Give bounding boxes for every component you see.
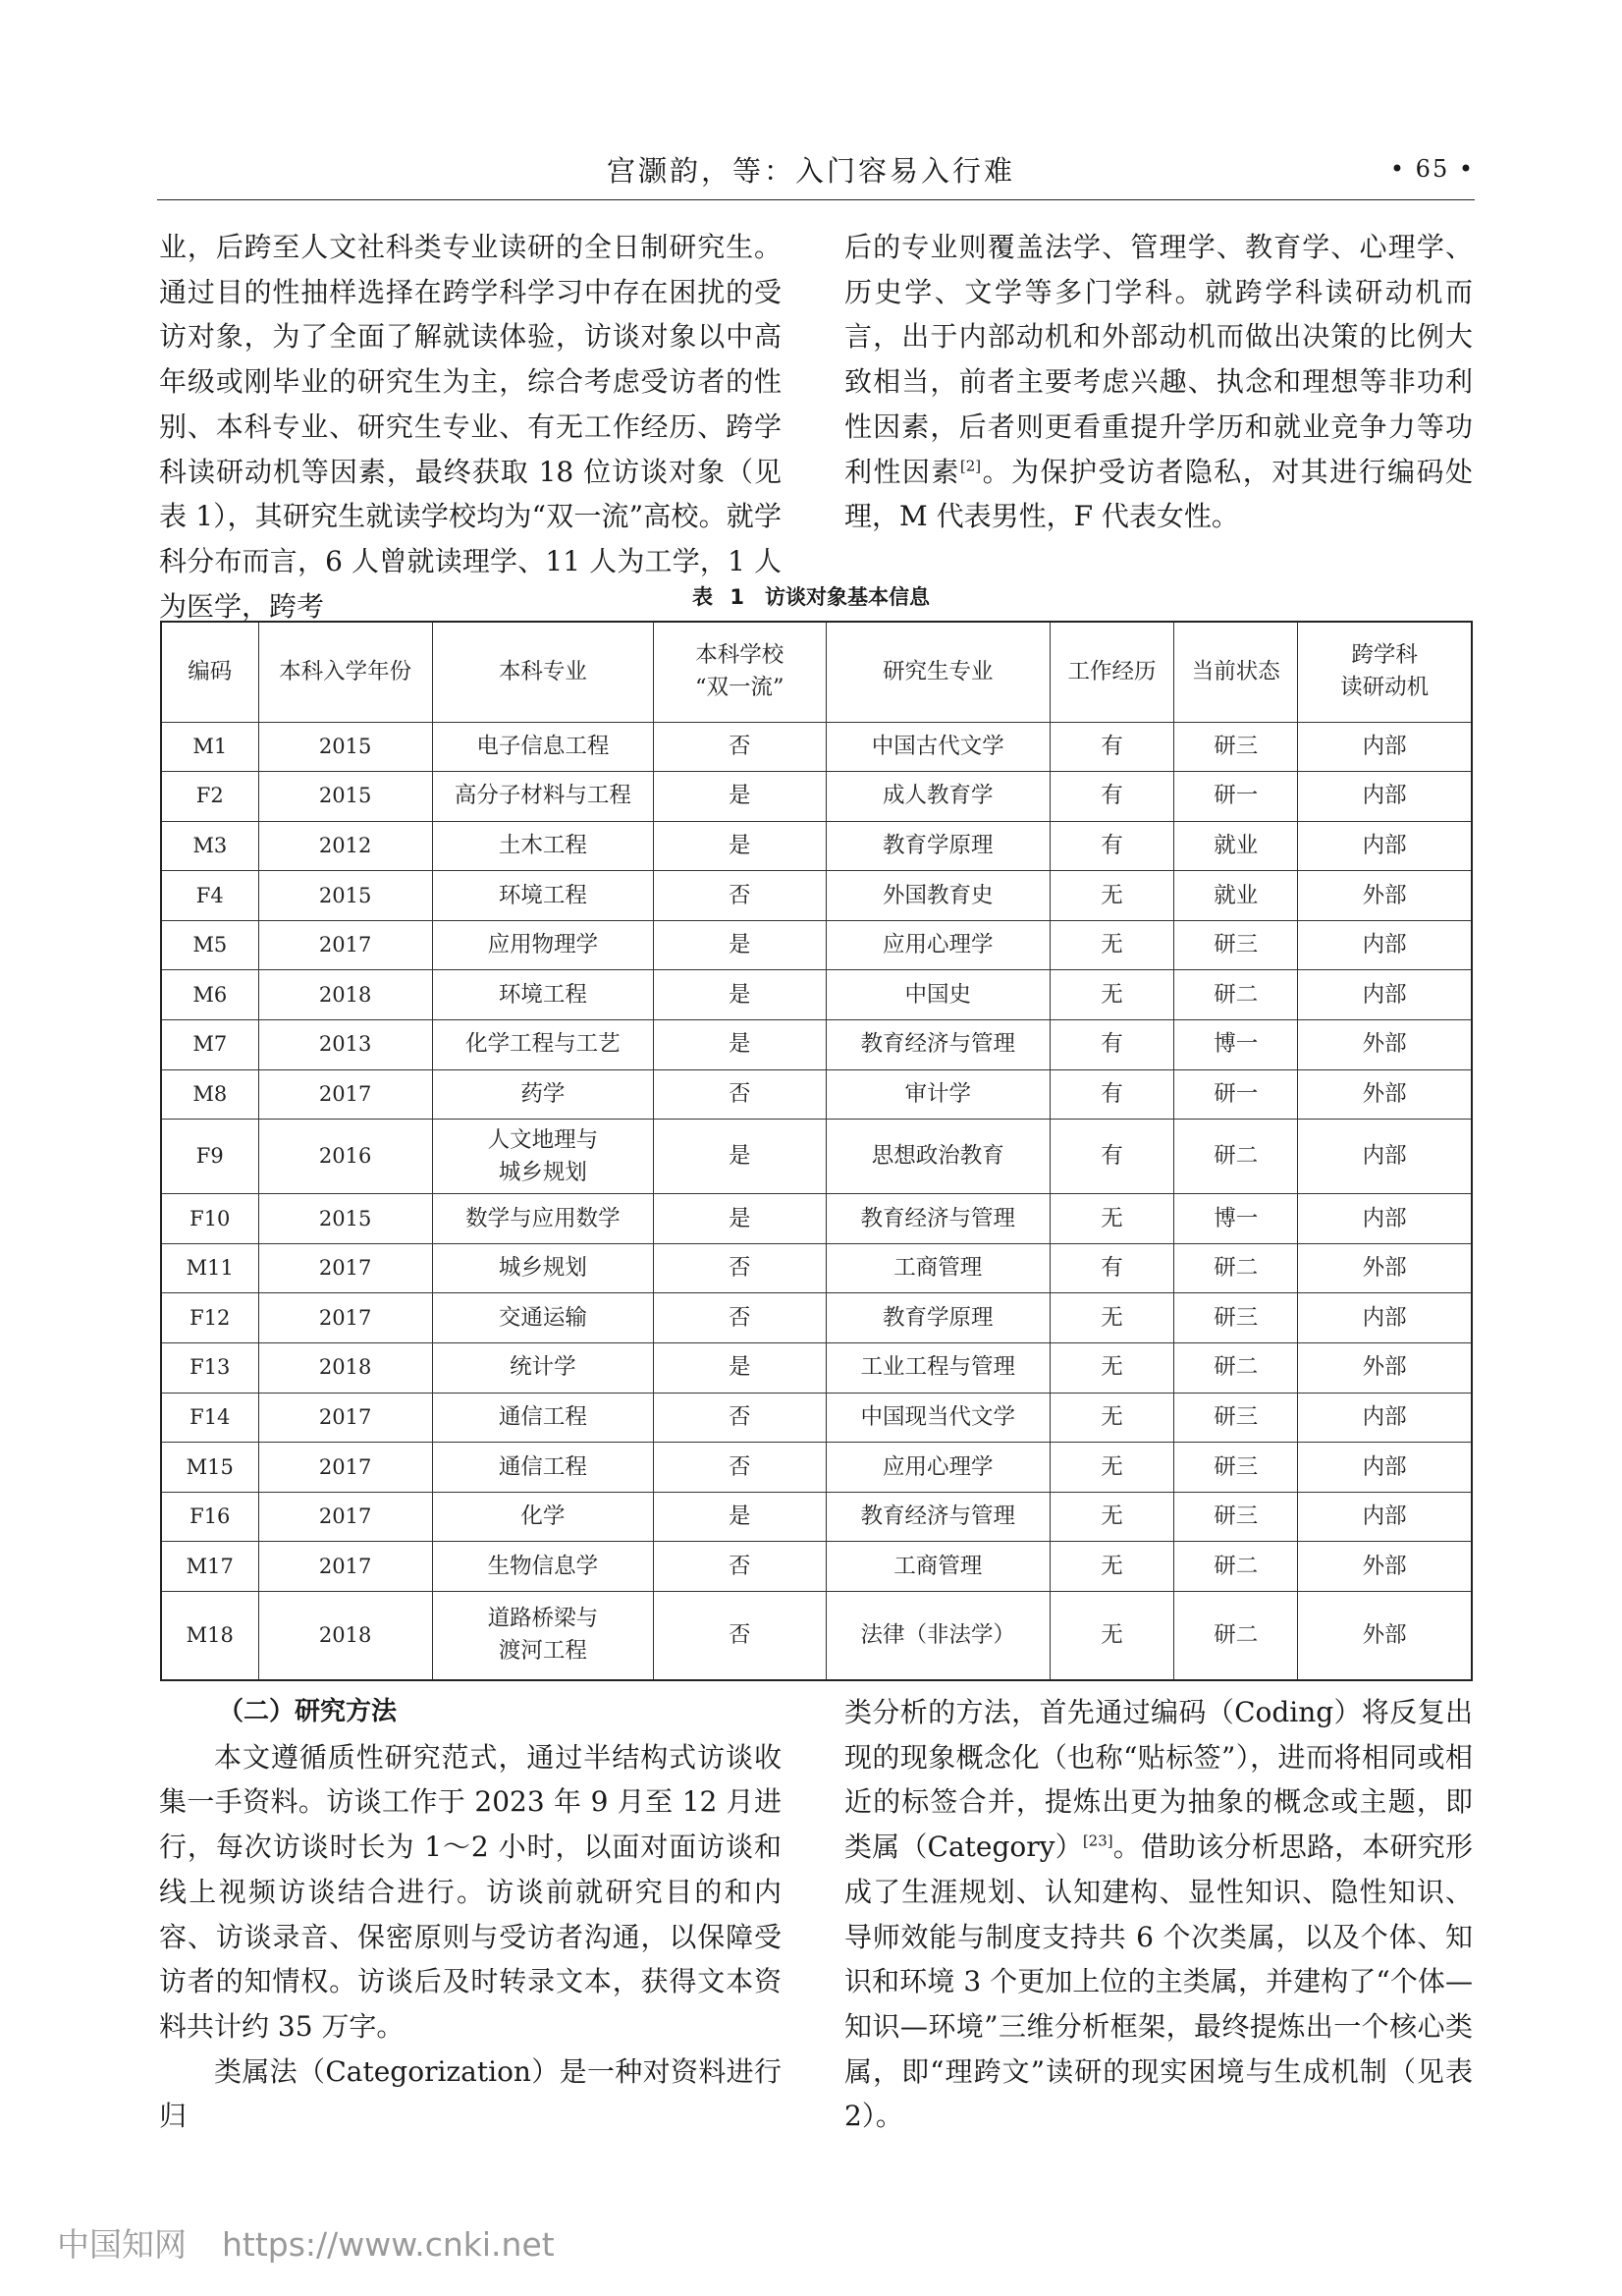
citation-ref[interactable]: [23]: [1082, 1831, 1113, 1850]
table-cell-enroll-year: 2015: [258, 722, 432, 772]
table-cell-work-experience: 有: [1050, 1020, 1173, 1070]
paragraph: [844, 225, 1473, 539]
table-cell-double-first-class: 否: [653, 1443, 826, 1493]
table-header-current-status: 当前状态: [1174, 622, 1298, 722]
interviewee-table: [160, 621, 1473, 1681]
table-cell-grad-major: 中国史: [826, 970, 1050, 1020]
table-cell-work-experience: 无: [1050, 1343, 1173, 1394]
body-column-top-right: [844, 225, 1473, 539]
table-cell-current-status: 研三: [1174, 722, 1298, 772]
table-cell-code: M1: [161, 722, 258, 772]
table-cell-motivation: 外部: [1298, 1020, 1472, 1070]
table-cell-work-experience: 无: [1050, 871, 1173, 921]
table-cell-code: M11: [161, 1243, 258, 1293]
table-row: [161, 1020, 1472, 1070]
table-cell-undergrad-major: 统计学: [432, 1343, 653, 1394]
table-cell-motivation: 内部: [1298, 1120, 1472, 1194]
table-cell-motivation: 内部: [1298, 1443, 1472, 1493]
table-cell-motivation: 内部: [1298, 970, 1472, 1020]
table-cell-code: M5: [161, 920, 258, 970]
table-caption: 表 1 访谈对象基本信息: [692, 585, 930, 609]
table-cell-double-first-class: 是: [653, 920, 826, 970]
table-cell-work-experience: 无: [1050, 970, 1173, 1020]
table-cell-enroll-year: 2017: [258, 1443, 432, 1493]
table-cell-current-status: 研三: [1174, 1492, 1298, 1542]
body-column-bottom-left: [159, 1690, 782, 2139]
table-cell-double-first-class: 是: [653, 772, 826, 822]
table-row: [161, 1069, 1472, 1120]
table-cell-undergrad-major: 人文地理与 城乡规划: [432, 1120, 653, 1194]
table-cell-undergrad-major: 药学: [432, 1069, 653, 1120]
table-cell-work-experience: 无: [1050, 1194, 1173, 1244]
table-cell-undergrad-major: 电子信息工程: [432, 722, 653, 772]
table-cell-work-experience: 无: [1050, 1592, 1173, 1680]
table-cell-enroll-year: 2015: [258, 1194, 432, 1244]
table-cell-current-status: 就业: [1174, 821, 1298, 871]
table-cell-undergrad-major: 土木工程: [432, 821, 653, 871]
table-cell-undergrad-major: 交通运输: [432, 1293, 653, 1343]
table-cell-code: M6: [161, 970, 258, 1020]
paragraph-text: 。借助该分析思路，本研究形成了生涯规划、认知建构、显性知识、隐性知识、导师效能与制度支持共 6 个次类属，以及个体、知识和环境 3 个更加上位的主类属，并建构了“个体—知识—环境”三维分析框架，最终提炼出一个核心类属，即“理跨文”读研的现实困境与生成机制（见表 2）。: [844, 1831, 1473, 2133]
table-cell-enroll-year: 2017: [258, 1243, 432, 1293]
table-cell-code: M8: [161, 1069, 258, 1120]
table-cell-motivation: 内部: [1298, 821, 1472, 871]
table-row: [161, 871, 1472, 921]
citation-ref[interactable]: [2]: [959, 457, 982, 475]
table-cell-double-first-class: 是: [653, 1343, 826, 1394]
table-cell-double-first-class: 是: [653, 1120, 826, 1194]
table-cell-code: M3: [161, 821, 258, 871]
table-cell-motivation: 内部: [1298, 1492, 1472, 1542]
table-cell-code: M17: [161, 1542, 258, 1592]
table-cell-work-experience: 有: [1050, 1243, 1173, 1293]
body-column-top-left: [159, 225, 782, 629]
table-cell-work-experience: 有: [1050, 772, 1173, 822]
table-cell-grad-major: 工业工程与管理: [826, 1343, 1050, 1394]
paragraph-text: 类分析的方法，首先通过编码（Coding）将反复出现的现象概念化（也称“贴标签”），进而将相同或相近的标签合并，提炼出更为抽象的概念或主题，即类属（Category）: [844, 1696, 1473, 1864]
table-cell-grad-major: 工商管理: [826, 1243, 1050, 1293]
table-row: [161, 1393, 1472, 1443]
table-cell-grad-major: 教育经济与管理: [826, 1492, 1050, 1542]
table-row: [161, 970, 1472, 1020]
table-cell-double-first-class: 否: [653, 1293, 826, 1343]
table-row: [161, 821, 1472, 871]
table-row: [161, 772, 1472, 822]
table-cell-grad-major: 成人教育学: [826, 772, 1050, 822]
paragraph: 类属法（Categorization）是一种对资料进行归: [159, 2054, 782, 2133]
table-cell-work-experience: 有: [1050, 722, 1173, 772]
table-cell-current-status: 研二: [1174, 1243, 1298, 1293]
table-header-grad-major: 研究生专业: [826, 622, 1050, 722]
table-cell-motivation: 内部: [1298, 1293, 1472, 1343]
table-cell-work-experience: 有: [1050, 821, 1173, 871]
table-cell-current-status: 研二: [1174, 1542, 1298, 1592]
table-cell-double-first-class: 否: [653, 871, 826, 921]
table-cell-grad-major: 外国教育史: [826, 871, 1050, 921]
table-cell-undergrad-major: 环境工程: [432, 871, 653, 921]
table-cell-undergrad-major: 数学与应用数学: [432, 1194, 653, 1244]
table-cell-enroll-year: 2017: [258, 1069, 432, 1120]
table-cell-enroll-year: 2018: [258, 1592, 432, 1680]
paragraph: 本文遵循质性研究范式，通过半结构式访谈收集一手资料。访谈工作于 2023 年 9 月至 12 月进行，每次访谈时长为 1～2 小时，以面对面访谈和线上视频访谈结合进行。访谈前就研究目的和内容、访谈录音、保密原则与受访者沟通，以保障受访者的知情权。访谈后及时转录文本，获得文本资料共计约 35 万字。: [159, 1740, 782, 2043]
table-cell-enroll-year: 2018: [258, 970, 432, 1020]
table-cell-code: M7: [161, 1020, 258, 1070]
table-cell-code: M18: [161, 1592, 258, 1680]
table-cell-double-first-class: 是: [653, 1492, 826, 1542]
table-cell-double-first-class: 是: [653, 1020, 826, 1070]
table-cell-motivation: 内部: [1298, 920, 1472, 970]
table-row: [161, 1293, 1472, 1343]
table-row: [161, 1492, 1472, 1542]
table-cell-grad-major: 教育学原理: [826, 821, 1050, 871]
table-header-work-experience: 工作经历: [1050, 622, 1173, 722]
table-cell-motivation: 内部: [1298, 772, 1472, 822]
table-cell-grad-major: 教育经济与管理: [826, 1020, 1050, 1070]
table-cell-undergrad-major: 道路桥梁与 渡河工程: [432, 1592, 653, 1680]
table-cell-work-experience: 无: [1050, 1393, 1173, 1443]
table-row: [161, 1443, 1472, 1493]
table-cell-enroll-year: 2015: [258, 772, 432, 822]
table-cell-undergrad-major: 化学工程与工艺: [432, 1020, 653, 1070]
table-cell-current-status: 研一: [1174, 772, 1298, 822]
table-cell-work-experience: 无: [1050, 1492, 1173, 1542]
table-row: [161, 722, 1472, 772]
table-cell-enroll-year: 2017: [258, 1492, 432, 1542]
header-rule: [157, 199, 1475, 200]
table-cell-double-first-class: 否: [653, 1542, 826, 1592]
table-cell-current-status: 研二: [1174, 1343, 1298, 1394]
table-cell-undergrad-major: 应用物理学: [432, 920, 653, 970]
table-cell-code: F12: [161, 1293, 258, 1343]
table-cell-undergrad-major: 生物信息学: [432, 1542, 653, 1592]
table-cell-motivation: 外部: [1298, 1343, 1472, 1394]
table-cell-current-status: 研二: [1174, 970, 1298, 1020]
table-cell-enroll-year: 2013: [258, 1020, 432, 1070]
body-column-bottom-right: [844, 1690, 1473, 2139]
table-cell-double-first-class: 否: [653, 1393, 826, 1443]
table-cell-undergrad-major: 环境工程: [432, 970, 653, 1020]
paragraph-text: 后的专业则覆盖法学、管理学、教育学、心理学、历史学、文学等多门学科。就跨学科读研动机而言，出于内部动机和外部动机而做出决策的比例大致相当，前者主要考虑兴趣、执念和理想等非功利性因素，后者则更看重提升学历和就业竞争力等功利性因素: [844, 231, 1473, 488]
table-cell-grad-major: 中国古代文学: [826, 722, 1050, 772]
table-header-enroll-year: 本科入学年份: [258, 622, 432, 722]
table-cell-enroll-year: 2018: [258, 1343, 432, 1394]
table-cell-code: F2: [161, 772, 258, 822]
table-cell-motivation: 外部: [1298, 1542, 1472, 1592]
table-cell-current-status: 博一: [1174, 1020, 1298, 1070]
table-cell-undergrad-major: 通信工程: [432, 1393, 653, 1443]
table-body: [161, 722, 1472, 1680]
table-cell-double-first-class: 否: [653, 1069, 826, 1120]
table-cell-double-first-class: 否: [653, 1243, 826, 1293]
table-cell-current-status: 博一: [1174, 1194, 1298, 1244]
section-heading: （二）研究方法: [218, 1697, 398, 1726]
table-cell-current-status: 研一: [1174, 1069, 1298, 1120]
table-header-code: 编码: [161, 622, 258, 722]
watermark-url[interactable]: https://www.cnki.net: [222, 2225, 555, 2264]
running-header-title: 宫灏韵，等：入门容易入行难: [606, 154, 1015, 188]
table-header-motivation: 跨学科 读研动机: [1298, 622, 1472, 722]
table-cell-undergrad-major: 高分子材料与工程: [432, 772, 653, 822]
table-cell-code: F13: [161, 1343, 258, 1394]
table-cell-current-status: 研三: [1174, 1293, 1298, 1343]
table-cell-grad-major: 应用心理学: [826, 1443, 1050, 1493]
table-cell-double-first-class: 是: [653, 970, 826, 1020]
table-cell-grad-major: 审计学: [826, 1069, 1050, 1120]
table-cell-motivation: 外部: [1298, 1069, 1472, 1120]
table-cell-enroll-year: 2015: [258, 871, 432, 921]
table-header-row: [161, 622, 1472, 722]
table-cell-code: F16: [161, 1492, 258, 1542]
table-cell-grad-major: 教育学原理: [826, 1293, 1050, 1343]
table-cell-code: F14: [161, 1393, 258, 1443]
watermark: [57, 2219, 555, 2266]
table-cell-grad-major: 中国现当代文学: [826, 1393, 1050, 1443]
table-header-undergrad-major: 本科专业: [432, 622, 653, 722]
table-row: [161, 920, 1472, 970]
page-number: • 65 •: [1389, 155, 1475, 183]
table-cell-grad-major: 工商管理: [826, 1542, 1050, 1592]
table-cell-grad-major: 思想政治教育: [826, 1120, 1050, 1194]
table-cell-grad-major: 法律（非法学）: [826, 1592, 1050, 1680]
table-header-double-first-class: 本科学校 “双一流”: [653, 622, 826, 722]
table-row: [161, 1194, 1472, 1244]
table-cell-motivation: 内部: [1298, 1194, 1472, 1244]
table-cell-work-experience: 无: [1050, 1293, 1173, 1343]
table-cell-code: F9: [161, 1120, 258, 1194]
table-cell-work-experience: 有: [1050, 1069, 1173, 1120]
table-cell-undergrad-major: 化学: [432, 1492, 653, 1542]
table-cell-undergrad-major: 城乡规划: [432, 1243, 653, 1293]
table-cell-motivation: 外部: [1298, 1592, 1472, 1680]
table-cell-current-status: 就业: [1174, 871, 1298, 921]
paragraph: 业，后跨至人文社科类专业读研的全日制研究生。通过目的性抽样选择在跨学科学习中存在困扰的受访对象，为了全面了解就读体验，访谈对象以中高年级或刚毕业的研究生为主，综合考虑受访者的性别、本科专业、研究生专业、有无工作经历、跨学科读研动机等因素，最终获取 18 位访谈对象（见表 1），其研究生就读学校均为“双一流”高校。就学科分布而言，6 人曾就读理学、11 人为工学，1 人为医学，跨考: [159, 231, 782, 623]
table-cell-work-experience: 无: [1050, 1542, 1173, 1592]
table-cell-double-first-class: 是: [653, 821, 826, 871]
table-cell-enroll-year: 2017: [258, 1393, 432, 1443]
table-cell-code: F4: [161, 871, 258, 921]
table-cell-undergrad-major: 通信工程: [432, 1443, 653, 1493]
table-cell-grad-major: 应用心理学: [826, 920, 1050, 970]
table-row: [161, 1592, 1472, 1680]
table-cell-current-status: 研三: [1174, 1393, 1298, 1443]
table-cell-double-first-class: 是: [653, 1194, 826, 1244]
table-cell-current-status: 研三: [1174, 920, 1298, 970]
table-cell-motivation: 外部: [1298, 1243, 1472, 1293]
table-cell-enroll-year: 2017: [258, 1542, 432, 1592]
table-cell-motivation: 内部: [1298, 1393, 1472, 1443]
table-cell-work-experience: 无: [1050, 920, 1173, 970]
paragraph-text: 。为保护受访者隐私，对其进行编码处理，M 代表男性，F 代表女性。: [844, 455, 1473, 533]
table-row: [161, 1343, 1472, 1394]
table-cell-enroll-year: 2012: [258, 821, 432, 871]
table-cell-code: F10: [161, 1194, 258, 1244]
table-cell-current-status: 研二: [1174, 1592, 1298, 1680]
paragraph: [844, 1690, 1473, 2139]
table-cell-grad-major: 教育经济与管理: [826, 1194, 1050, 1244]
table-cell-code: M15: [161, 1443, 258, 1493]
watermark-brand: 中国知网: [57, 2225, 187, 2264]
table-cell-work-experience: 无: [1050, 1443, 1173, 1493]
table-row: [161, 1120, 1472, 1194]
table-cell-motivation: 外部: [1298, 871, 1472, 921]
table-cell-current-status: 研三: [1174, 1443, 1298, 1493]
table-row: [161, 1542, 1472, 1592]
table-cell-double-first-class: 否: [653, 722, 826, 772]
table-cell-enroll-year: 2017: [258, 920, 432, 970]
table-cell-enroll-year: 2016: [258, 1120, 432, 1194]
table-cell-current-status: 研二: [1174, 1120, 1298, 1194]
table-cell-motivation: 内部: [1298, 722, 1472, 772]
table-row: [161, 1243, 1472, 1293]
table-cell-work-experience: 有: [1050, 1120, 1173, 1194]
table-cell-double-first-class: 否: [653, 1592, 826, 1680]
table-cell-enroll-year: 2017: [258, 1293, 432, 1343]
